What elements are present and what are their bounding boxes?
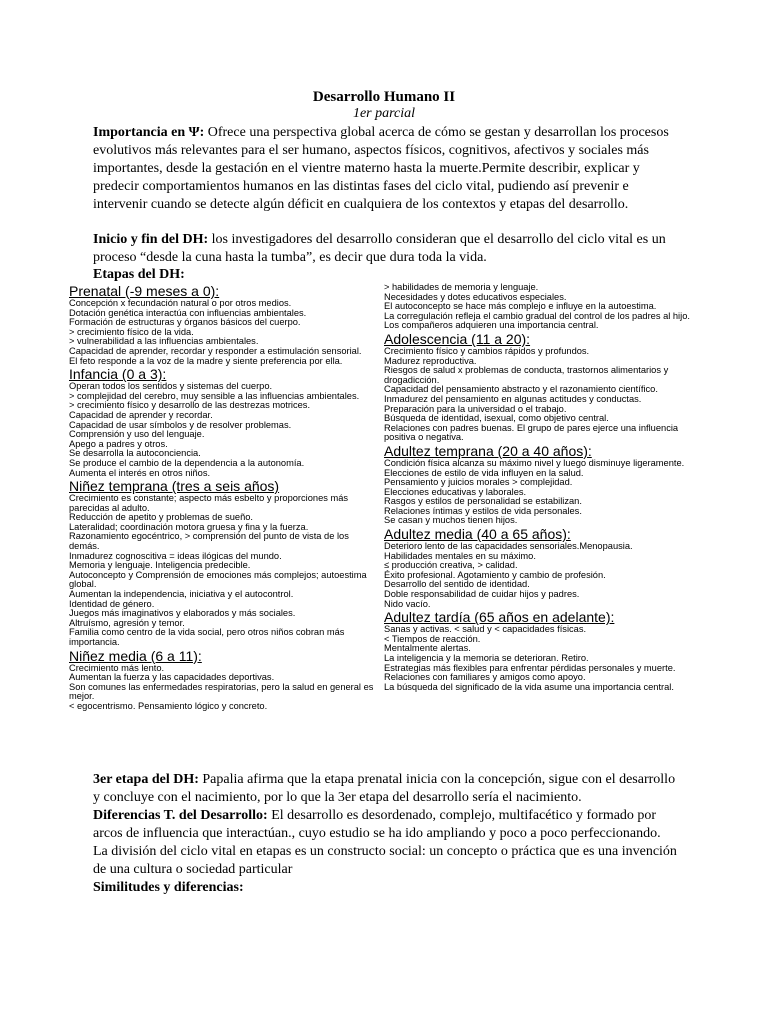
stage-item: Mentalmente alertas.: [384, 643, 471, 654]
stage-section: [69, 367, 379, 478]
stage-item: Estrategias más flexibles para enfrentar pérdidas personales y muerte.: [384, 662, 676, 673]
stage-item: Se casan y muchos tienen hijos.: [384, 515, 518, 526]
stage-item: Inmadurez del pensamiento en algunas actitudes y conductas.: [384, 393, 642, 404]
stage-heading: Adultez temprana (20 a 40 años):: [384, 442, 592, 459]
stage-item: Los compañeros adquieren una importancia central.: [384, 320, 599, 331]
stage-item: Madurez reproductiva.: [384, 355, 477, 366]
bottom-paragraph-3er-etapa: [93, 771, 683, 807]
stage-item: Capacidad del pensamiento abstracto y el razonamiento científico.: [384, 384, 658, 395]
stage-item: Razonamiento egocéntrico, > comprensión del punto de vista de los demás.: [69, 531, 349, 552]
stage-item: Autoconcepto y Comprensión de emociones más complejos; autoestima global.: [69, 569, 367, 590]
stage-item: Aumentan la independencia, iniciativa y el autocontrol.: [69, 589, 294, 600]
stage-item: La búsqueda del significado de la vida asume una importancia central.: [384, 681, 674, 692]
intro-paragraph-importancia: [93, 124, 683, 214]
stage-section: [384, 283, 704, 331]
bottom-section: [93, 771, 683, 897]
stage-item: Capacidad de usar símbolos y de resolver problemas.: [69, 419, 292, 430]
intro-text: los investigadores del desarrollo consideran que el desarrollo del ciclo vital es un proceso “desde la cuna hasta la tumba”, es decir que dura toda la vida.: [93, 232, 666, 265]
stage-item: El feto responde a la voz de la madre y siente preferencia por ella.: [69, 355, 343, 366]
stage-item: > crecimiento físico y desarrollo de las destrezas motrices.: [69, 400, 311, 411]
stage-item: Se desarrolla la autoconciencia.: [69, 448, 201, 459]
stage-item: Comprensión y uso del lenguaje.: [69, 429, 205, 440]
stage-item: Memoria y lenguaje. Inteligencia predecible.: [69, 560, 251, 571]
stage-item: Crecimiento físico y cambios rápidos y profundos.: [384, 345, 590, 356]
stage-item: Reducción de apetito y problemas de sueño.: [69, 512, 253, 523]
stage-item: Crecimiento es constante; aspecto más esbelto y proporciones más parecidas al adulto.: [69, 493, 349, 513]
stage-item: Desarrollo del sentido de identidad.: [384, 579, 530, 590]
stage-item: > habilidades de memoria y lenguaje.: [384, 282, 539, 292]
bottom-paragraph-similitudes: [93, 879, 683, 897]
stage-item: Necesidades y dotes educativos especiales.: [384, 291, 567, 302]
stage-item: Éxito profesional. Agotamiento y cambio de profesión.: [384, 569, 606, 580]
intro-label: Importancia en Ψ:: [93, 125, 205, 140]
bottom-text: Papalia afirma que la etapa prenatal inicia con la concepción, sigue con el desarrollo y concluye con el nacimiento, por lo que la 3er etapa del desarrollo sería el nacimiento.: [93, 772, 676, 805]
bottom-label: Similitudes y diferencias:: [93, 880, 244, 895]
stage-heading: Infancia (0 a 3):: [69, 366, 167, 383]
stage-item: Rasgos y estilos de personalidad se estabilizan.: [384, 496, 582, 507]
stage-item: Elecciones educativas y laborales.: [384, 486, 527, 497]
bottom-label: Diferencias T. del Desarrollo:: [93, 808, 268, 823]
stages-left-column: [69, 283, 379, 712]
stage-item: La inteligencia y la memoria se deterioran. Retiro.: [384, 653, 589, 663]
stage-item: > complejidad del cerebro, muy sensible a las influencias ambientales.: [69, 390, 360, 401]
document-title: Desarrollo Humano II: [312, 89, 456, 105]
stage-item: Operan todos los sentidos y sistemas del cuerpo.: [69, 381, 273, 392]
bottom-paragraph-diferencias: [93, 807, 683, 843]
stage-item: Identidad de género.: [69, 598, 155, 609]
stage-item: El autoconcepto se hace más complejo e influye en la autoestima.: [384, 301, 657, 312]
stage-item: Deterioro lento de las capacidades sensoriales.Menopausia.: [384, 541, 633, 552]
stage-item: Aumentan la fuerza y las capacidades deportivas.: [69, 672, 275, 683]
stage-item: Doble responsabilidad de cuidar hijos y padres.: [384, 589, 580, 600]
stage-heading: Niñez temprana (tres a seis años): [69, 478, 280, 495]
stage-item: Sanas y activas. < salud y < capacidades físicas.: [384, 624, 587, 635]
stage-item: Altruísmo, agresión y temor.: [69, 617, 185, 628]
stage-item: Preparación para la universidad o el trabajo.: [384, 403, 567, 414]
stage-item: Lateralidad; coordinación motora gruesa y fina y la fuerza.: [69, 521, 309, 532]
stage-item: ≤ producción creativa, > calidad.: [384, 560, 518, 571]
stage-item: La corregulación refleja el cambio gradual del control de los padres al hijo.: [384, 310, 690, 321]
stage-item: Concepción x fecundación natural o por otros medios.: [69, 298, 292, 308]
stage-item: Familia como centro de la vida social, pero otros niños cobran más importancia.: [69, 627, 345, 647]
stages-right-column: [384, 283, 704, 692]
stage-section: [384, 444, 704, 526]
stage-item: Juegos más imaginativos y elaborados y más sociales.: [69, 608, 296, 619]
document-subtitle: 1er parcial: [352, 106, 416, 121]
stage-item: < Tiempos de reacción.: [384, 633, 481, 644]
stage-item: Condición física alcanza su máximo nivel y luego disminuye ligeramente.: [384, 457, 685, 468]
intro-label: Etapas del DH:: [93, 267, 185, 282]
intro-label: Inicio y fin del DH:: [93, 232, 209, 247]
stage-section: [384, 527, 704, 609]
stage-item: Aumenta el interés en otros niños.: [69, 467, 211, 478]
stage-item: Apego a padres y otros.: [69, 438, 168, 449]
intro-paragraph-inicio-fin: [93, 231, 683, 267]
stage-item: Habilidades mentales en su máximo.: [384, 550, 536, 561]
stage-heading: Adultez media (40 a 65 años):: [384, 526, 571, 543]
stage-item: Capacidad de aprender y recordar.: [69, 409, 213, 420]
stage-item: < egocentrismo. Pensamiento lógico y concreto.: [69, 700, 268, 711]
stage-item: Formación de estructuras y órganos básicos del cuerpo.: [69, 317, 301, 328]
bottom-text: El desarrollo es desordenado, complejo, multifacético y formado por arcos de influencia que interactúan., cuyo estudio se ha ido ampliando y poco a poco perfeccionando.: [93, 808, 661, 841]
stage-item: Elecciones de estilo de vida influyen en la salud.: [384, 467, 584, 478]
stage-item: > vulnerabilidad a las influencias ambientales.: [69, 336, 259, 347]
stage-item: Relaciones con familiares y amigos como apoyo.: [384, 672, 586, 683]
stage-item: Son comunes las enfermedades respiratorias, pero la salud en general es mejor.: [69, 681, 374, 702]
stage-item: Dotación genética interactúa con influencias ambientales.: [69, 307, 307, 318]
stage-heading: Adultez tardía (65 años en adelante):: [384, 609, 615, 626]
bottom-text: La división del ciclo vital en etapas es un constructo social: un concepto o práctica que es una invención de una cultura o sociedad particular: [93, 844, 677, 877]
stage-item: > crecimiento físico de la vida.: [69, 326, 194, 337]
stage-item: Capacidad de aprender, recordar y responder a estimulación sensorial.: [69, 345, 362, 356]
stage-section: [69, 284, 379, 366]
stage-item: Se produce el cambio de la dependencia a la autonomía.: [69, 457, 305, 468]
stage-section: [384, 610, 704, 692]
stage-item: Relaciones con padres buenas. El grupo de pares ejerce una influencia positiva o negativa.: [384, 422, 679, 443]
stage-section: [69, 479, 379, 648]
stage-section: [384, 332, 704, 443]
stage-heading: Adolescencia (11 a 20):: [384, 330, 531, 347]
stage-item: Inmadurez cognoscitiva = ideas ilógicas del mundo.: [69, 550, 282, 561]
stage-heading: Niñez media (6 a 11):: [69, 647, 202, 664]
stage-item: Relaciones íntimas y estilos de vida personales.: [384, 505, 582, 516]
bottom-paragraph-division: [93, 843, 683, 879]
bottom-label: 3er etapa del DH:: [93, 772, 199, 787]
stage-section: [69, 649, 379, 712]
stage-item: Búsqueda de identidad, isexual, como objetivo central.: [384, 413, 609, 424]
stage-item: Nido vacío.: [384, 598, 431, 609]
stage-item: Crecimiento más lento.: [69, 662, 165, 673]
stage-item: Pensamiento y juicios morales > complejidad.: [384, 477, 573, 488]
intro-text: Ofrece una perspectiva global acerca de cómo se gestan y desarrollan los procesos evolutivos más relevantes para el ser humano, aspectos físicos, cognitivos, afectivos y sociales más importantes, desde la gestación en el vientre materno hasta la muerte.Permite describir, explicar y predecir comportamientos humanos en las distintas fases del ciclo vital, pudiendo así prevenir e intervenir cuando se detecte algún déficit en cualquiera de los contextos y etapas del desarrollo.: [93, 125, 669, 212]
stage-heading: Prenatal (-9 meses a 0):: [69, 283, 220, 299]
stage-item: Riesgos de salud x problemas de conducta, trastornos alimentarios y drogadicción.: [384, 365, 669, 385]
